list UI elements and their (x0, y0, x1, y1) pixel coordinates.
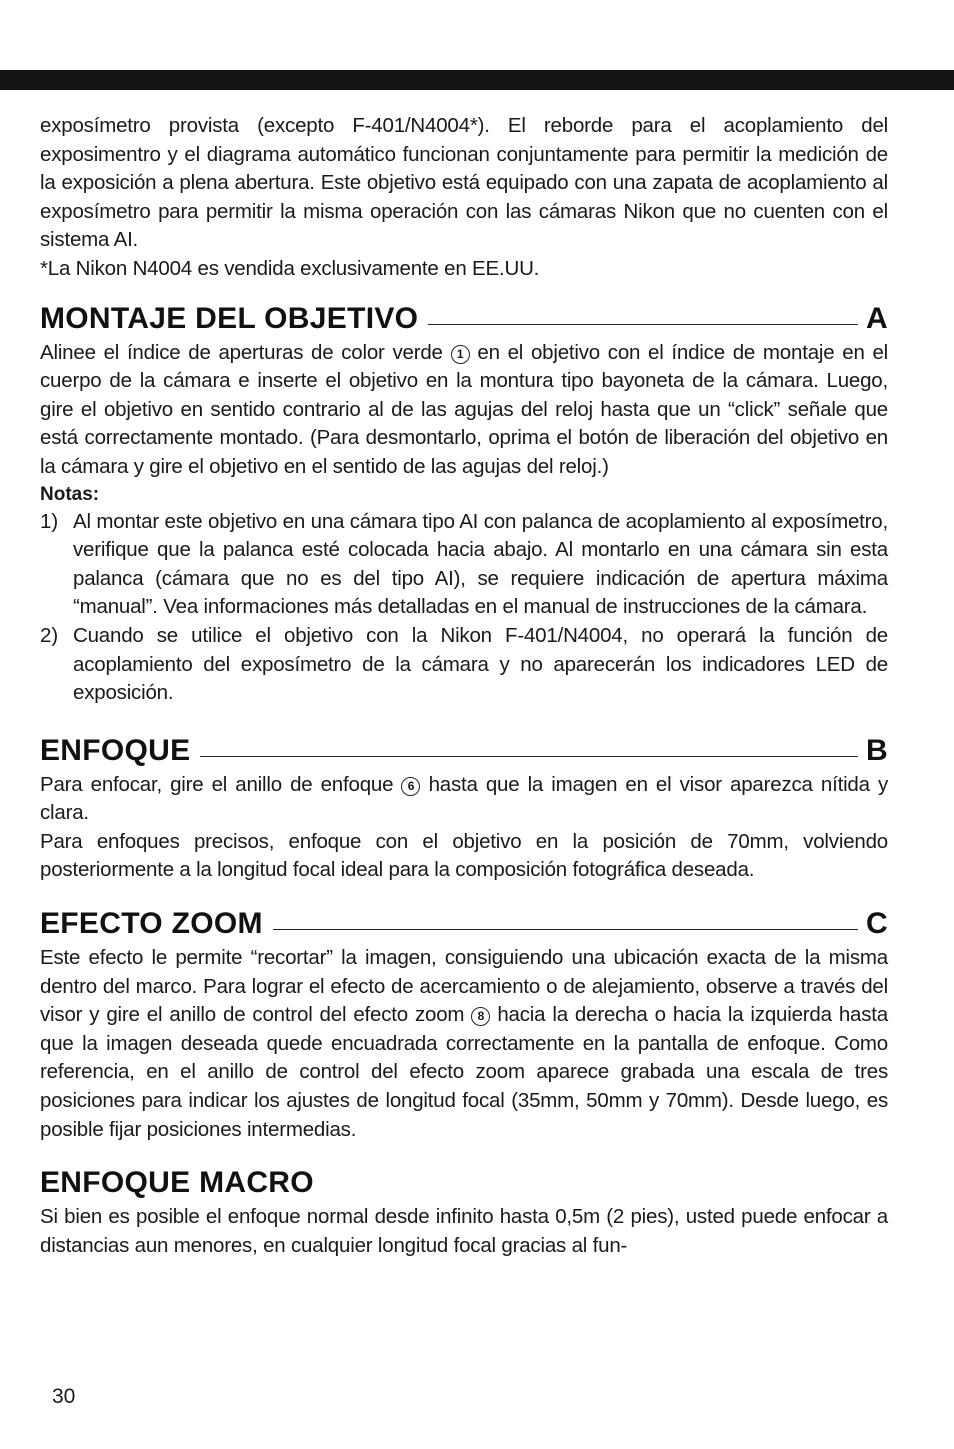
heading-rule (200, 756, 858, 757)
note-text: Al montar este objetivo en una cámara tipo AI con palanca de acoplamiento al exposímetro, verifique que la palanca esté colocada hacia abajo. Al montarlo en una cámara sin esta palanca (cámara que no es del tipo AI), se requiere indicación de apertura máxima “manual”. Vea informaciones más detalladas en el manual de instrucciones de la cámara. (73, 509, 888, 619)
enfoque-paragraph-2: Para enfoques precisos, enfoque con el objetivo en la posición de 70mm, volviendo posteriormente a la longitud focal ideal para la composición fotográfica deseada. (40, 829, 888, 882)
zoom-text-b: hacia la derecha o hacia la izquierda hasta que la imagen deseada quede encuadrada correctamente en la pantalla de enfoque. Como referencia, en el anillo de control del efecto zoom aparece grabada una escala de tres posiciones para indicar los ajustes de longitud focal (35mm, 50mm y 70mm). Desde luego, es posible fijar posiciones intermedias. (40, 1003, 888, 1141)
heading-macro (40, 1166, 888, 1200)
note-number: 1) (40, 509, 59, 533)
heading-rule (428, 324, 858, 325)
zoom-text-a: Este efecto le permite “recortar” la imagen, consiguiendo una ubicación exacta de la misma dentro del marco. Para lograr el efecto de acercamiento o de alejamiento, observe a través del visor y gire el anillo de control del efecto zoom (40, 946, 888, 1027)
montaje-text-b: en el objetivo con el índice de montaje en el cuerpo de la cámara e inserte el objetivo en la montura tipo bayoneta de la cámara. Luego, gire el objetivo en sentido contrario al de las agujas del reloj hasta que un “click” señale que está correctamente montado. (Para desmontarlo, oprima el botón de liberación del objetivo en la cámara y gire el objetivo en el sentido de las agujas del reloj.) (40, 340, 889, 478)
heading-enfoque-letter: B (866, 733, 888, 767)
zoom-paragraph (40, 944, 888, 1144)
heading-montaje-letter: A (866, 301, 888, 335)
heading-montaje (40, 302, 888, 336)
focus-ring-marker-icon: 6 (401, 777, 420, 796)
index-marker-icon: 1 (451, 345, 470, 364)
heading-rule (273, 929, 858, 930)
page-number: 30 (52, 1385, 76, 1408)
heading-enfoque-title: ENFOQUE (40, 733, 191, 767)
note-number: 2) (40, 623, 59, 647)
heading-macro-title: ENFOQUE MACRO (40, 1166, 314, 1200)
enfoque-paragraph-1 (40, 771, 888, 828)
page-content (40, 112, 888, 1260)
heading-enfoque (40, 734, 888, 768)
heading-montaje-title: MONTAJE DEL OBJETIVO (40, 301, 419, 335)
note-text: Cuando se utilice el objetivo con la Nikon F-401/N4004, no operará la función de acoplamiento del exposímetro de la cámara y no aparecerán los indicadores LED de exposición. (73, 623, 888, 705)
intro-footnote: *La Nikon N4004 es vendida exclusivamente en EE.UU. (40, 256, 540, 280)
zoom-ring-marker-icon: 8 (471, 1007, 490, 1026)
notes-title: Notas: (40, 483, 100, 505)
note-item (40, 622, 888, 708)
top-scan-bar (0, 70, 954, 90)
heading-zoom (40, 907, 888, 941)
intro-paragraph: exposímetro provista (excepto F-401/N4004*). El reborde para el acoplamiento del exposimentro y el diagrama automático funcionan conjuntamente para permitir la medición de la exposición a plena abertura. Este objetivo está equipado con una zapata de acoplamiento al exposímetro para permitir la misma operación con las cámaras Nikon que no cuenten con el sistema AI. (40, 114, 888, 252)
heading-zoom-title: EFECTO ZOOM (40, 907, 263, 941)
enfoque-text-a: Para enfocar, gire el anillo de enfoque (40, 772, 394, 796)
note-item (40, 508, 888, 622)
enfoque-text-b: hasta que la imagen en el visor aparezca nítida y clara. (40, 772, 888, 825)
heading-zoom-letter: C (866, 907, 888, 941)
montaje-text-a: Alinee el índice de aperturas de color verde (40, 340, 443, 364)
macro-paragraph: Si bien es posible el enfoque normal desde infinito hasta 0,5m (2 pies), usted puede enfocar a distancias aun menores, en cualquier longitud focal gracias al fun- (40, 1205, 888, 1257)
montaje-paragraph (40, 339, 888, 482)
